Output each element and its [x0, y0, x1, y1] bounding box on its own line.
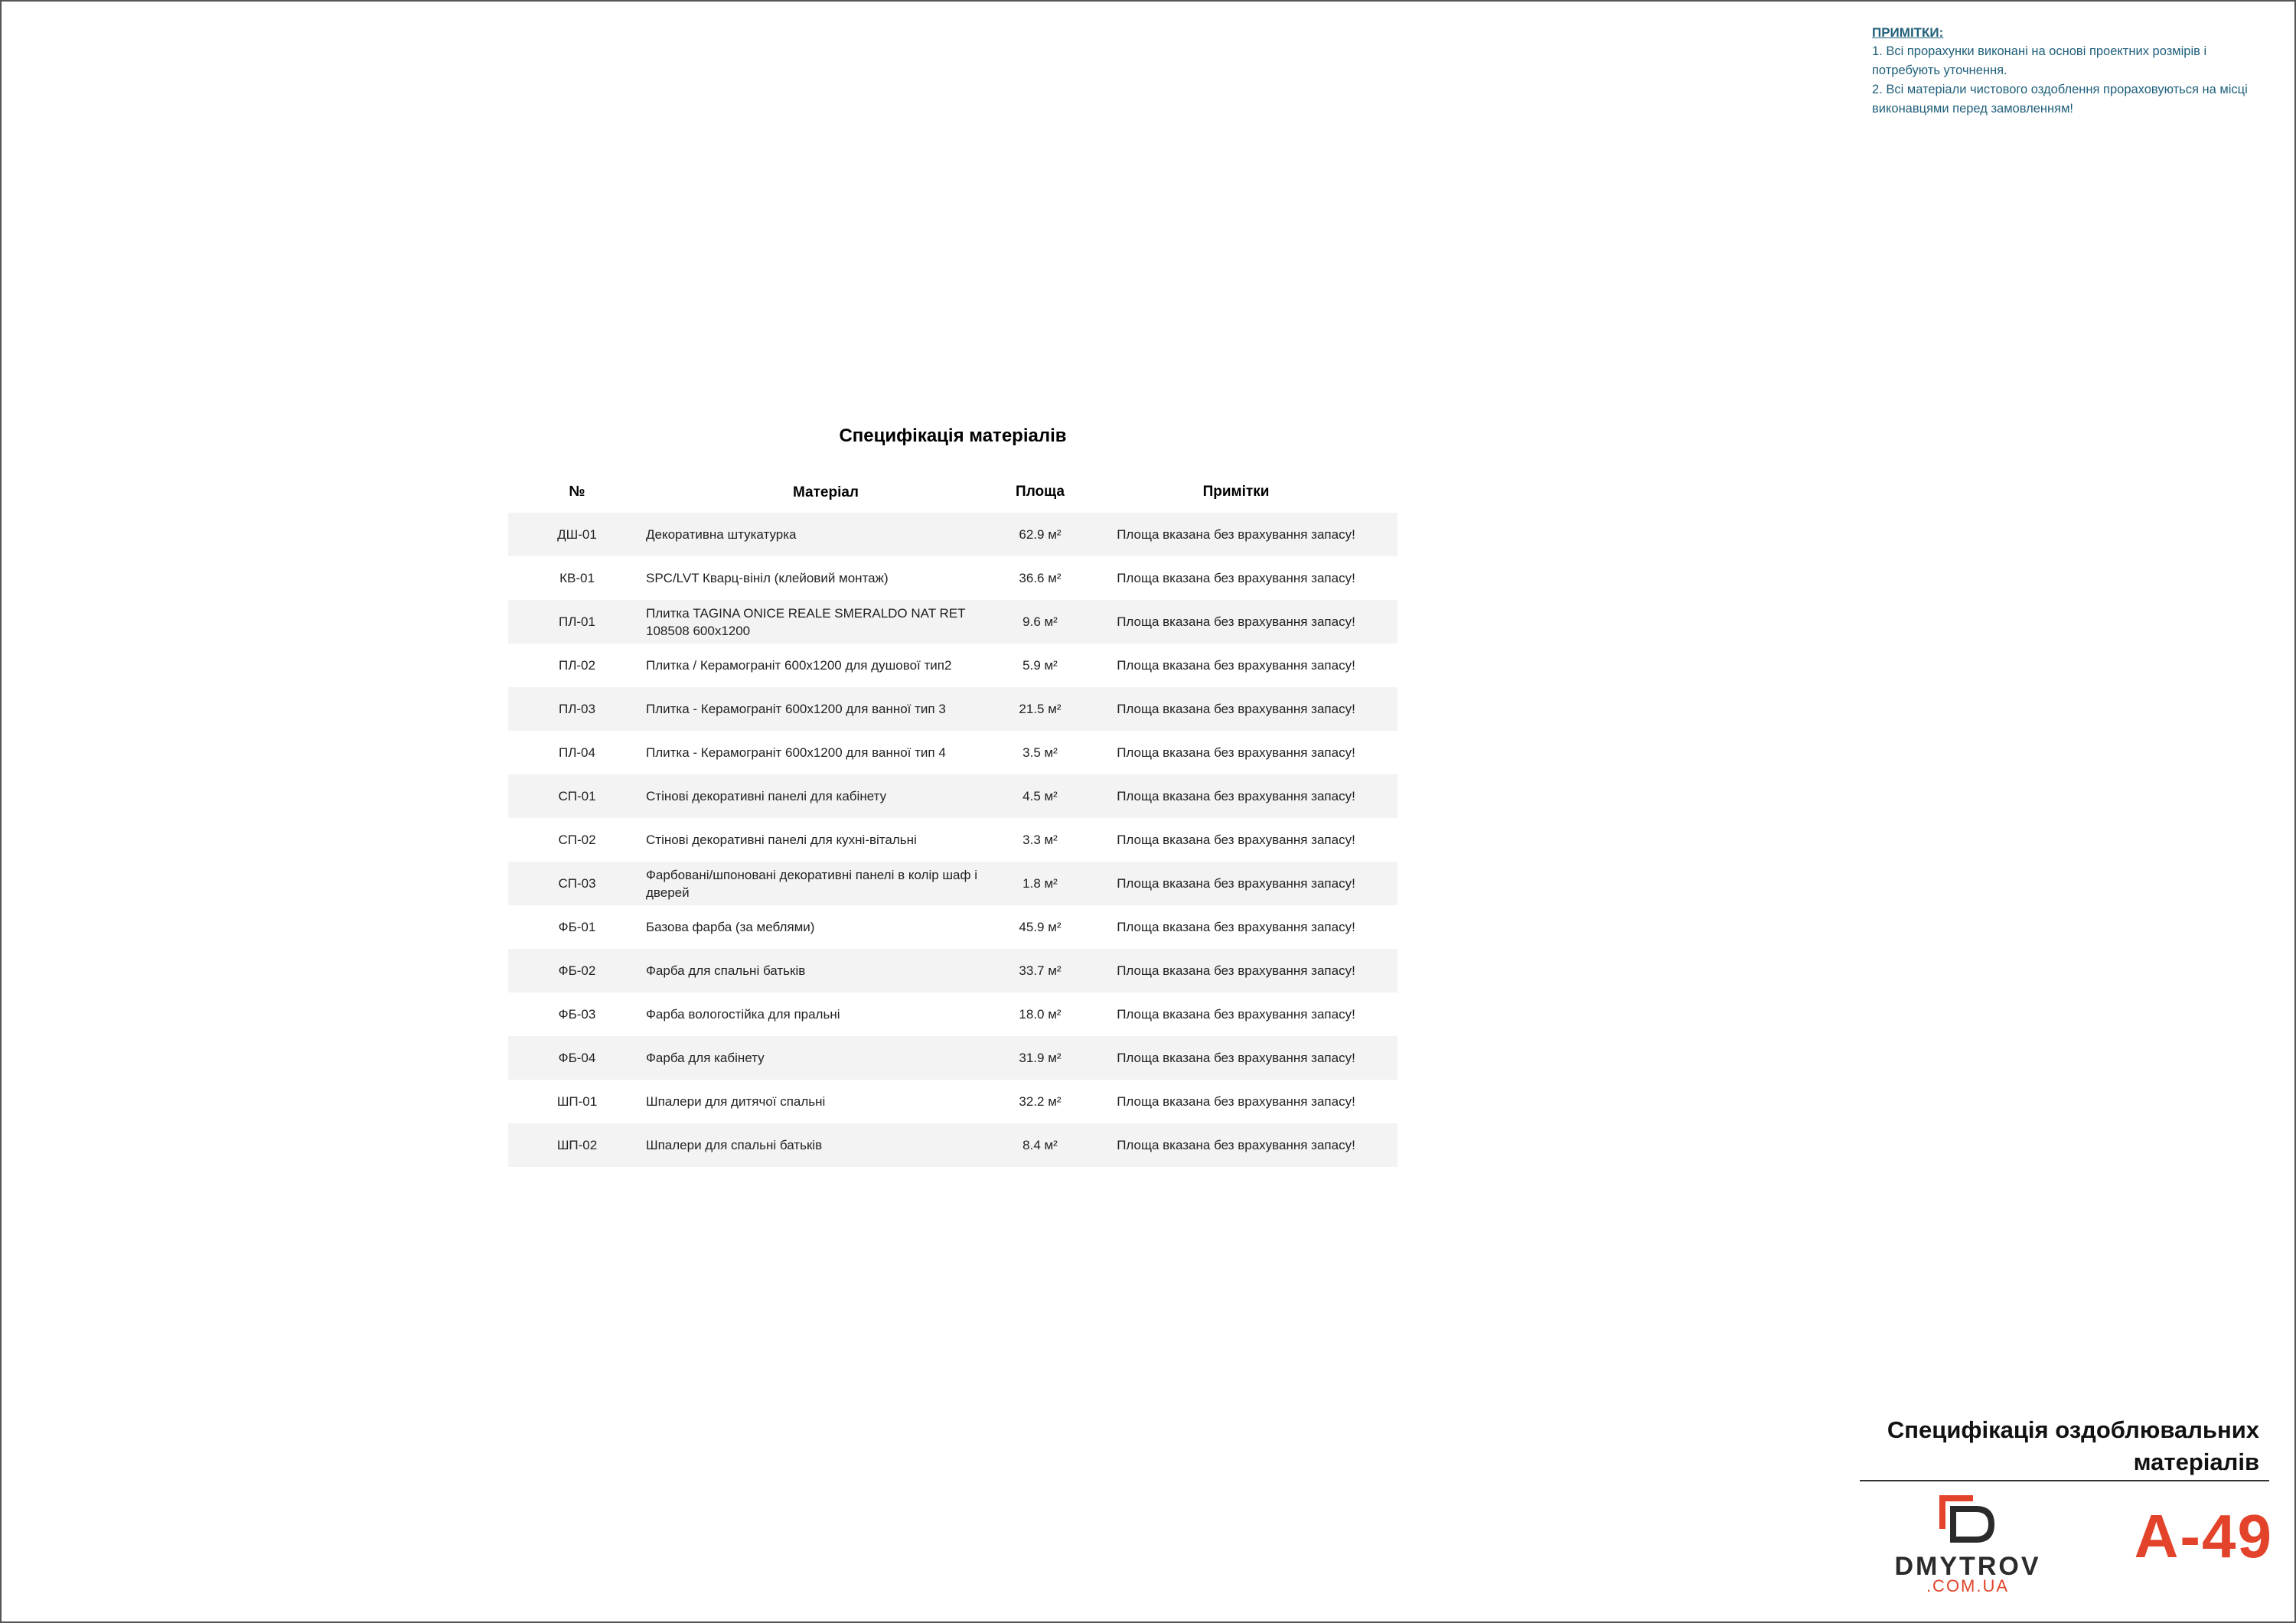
cell-area: 1.8 м² [1022, 875, 1058, 891]
cell-material: Плитка / Керамограніт 600x1200 для душової тип2 [646, 658, 952, 673]
cell-material: Шпалери для спальні батьків [646, 1138, 823, 1152]
cell-material: Фарба для спальні батьків [646, 963, 806, 978]
cell-code: ПЛ-04 [559, 745, 595, 760]
cell-code: СП-03 [558, 875, 596, 891]
table-row [508, 600, 1397, 644]
cell-code: ФБ-03 [558, 1006, 596, 1022]
header-note: Примітки [1202, 484, 1270, 500]
table-row [508, 1123, 1397, 1167]
table-row [508, 774, 1397, 818]
table-row [508, 513, 1397, 556]
table-row [508, 949, 1397, 992]
cell-material: Фарбовані/шпоновані декоративні панелі в колір шаф і дверей [646, 867, 978, 900]
cell-note: Площа вказана без врахування запасу! [1117, 570, 1355, 585]
notes-line-1: 1. Всі прорахунки виконані на основі проектних розмірів і потребують уточнення. [1872, 44, 2207, 77]
cell-note: Площа вказана без врахування запасу! [1117, 701, 1355, 716]
table-row [508, 687, 1397, 731]
cell-area: 3.5 м² [1022, 745, 1058, 760]
cell-note: Площа вказана без врахування запасу! [1117, 875, 1355, 891]
cell-code: КВ-01 [559, 570, 595, 585]
cell-code: СП-02 [558, 832, 596, 847]
cell-material: Плитка - Керамограніт 600x1200 для ванної тип 4 [646, 745, 946, 760]
cell-note: Площа вказана без врахування запасу! [1117, 614, 1355, 629]
notes-title: ПРИМІТКИ: [1872, 25, 1944, 40]
cell-material: Стінові декоративні панелі для кухні-вітальні [646, 833, 917, 847]
cell-code: ФБ-04 [558, 1050, 596, 1065]
cell-area: 33.7 м² [1019, 963, 1062, 978]
table-row [508, 905, 1397, 949]
cell-code: ШП-01 [556, 1093, 598, 1109]
cell-area: 21.5 м² [1019, 701, 1062, 716]
table-row [508, 992, 1397, 1036]
cell-material: Фарба для кабінету [646, 1051, 765, 1065]
logo-domain: .COM.UA [1926, 1576, 2010, 1595]
cell-material: Декоративна штукатурка [646, 527, 797, 542]
cell-area: 3.3 м² [1022, 832, 1058, 847]
cell-material: Шпалери для дитячої спальні [646, 1094, 826, 1109]
cell-area: 9.6 м² [1022, 614, 1058, 629]
cell-area: 5.9 м² [1022, 657, 1058, 673]
table-row [508, 556, 1397, 600]
cell-area: 36.6 м² [1019, 570, 1062, 585]
cell-area: 32.2 м² [1019, 1093, 1062, 1109]
spec-table-title: Специфікація матеріалів [839, 425, 1067, 446]
table-row [508, 644, 1397, 687]
cell-note: Площа вказана без врахування запасу! [1117, 1006, 1355, 1022]
cell-material: Фарба вологостійка для пральні [646, 1007, 840, 1022]
cell-code: ПЛ-02 [559, 657, 595, 673]
cell-area: 18.0 м² [1019, 1006, 1062, 1022]
cell-material: Плитка - Керамограніт 600x1200 для ванної тип 3 [646, 702, 946, 716]
header-code: № [569, 484, 585, 500]
logo-wordmark: DMYTROV [1894, 1552, 2041, 1581]
title-divider [1860, 1480, 2269, 1481]
table-row [508, 818, 1397, 862]
cell-material: Базова фарба (за меблями) [646, 920, 815, 934]
header-area: Площа [1016, 484, 1065, 500]
cell-material: Плитка TAGINA ONICE REALE SMERALDO NAT RET 108508 600x1200 [646, 605, 966, 638]
cell-code: ДШ-01 [557, 526, 597, 542]
cell-note: Площа вказана без врахування запасу! [1117, 1093, 1355, 1109]
cell-area: 4.5 м² [1022, 788, 1058, 803]
cell-code: ФБ-01 [558, 919, 596, 934]
cell-note: Площа вказана без врахування запасу! [1117, 919, 1355, 934]
cell-code: ПЛ-03 [559, 701, 595, 716]
table-row [508, 731, 1397, 774]
cell-material: SPC/LVT Кварц-вініл (клейовий монтаж) [646, 571, 889, 585]
cell-area: 62.9 м² [1019, 526, 1062, 542]
cell-note: Площа вказана без врахування запасу! [1117, 657, 1355, 673]
cell-note: Площа вказана без врахування запасу! [1117, 745, 1355, 760]
cell-material: Стінові декоративні панелі для кабінету [646, 789, 887, 803]
cell-area: 45.9 м² [1019, 919, 1062, 934]
table-header-row [508, 471, 1397, 513]
spec-table [508, 471, 1397, 1167]
cell-note: Площа вказана без врахування запасу! [1117, 832, 1355, 847]
cell-note: Площа вказана без врахування запасу! [1117, 1050, 1355, 1065]
cell-note: Площа вказана без врахування запасу! [1117, 963, 1355, 978]
cell-note: Площа вказана без врахування запасу! [1117, 1137, 1355, 1152]
header-material: Матеріал [792, 484, 859, 500]
table-row [508, 1036, 1397, 1080]
cell-code: ПЛ-01 [559, 614, 595, 629]
cell-code: СП-01 [558, 788, 596, 803]
sheet-title: Специфікація оздоблювальних матеріалів [1887, 1416, 2259, 1475]
cell-code: ШП-02 [556, 1137, 598, 1152]
cell-area: 31.9 м² [1019, 1050, 1062, 1065]
cell-note: Площа вказана без врахування запасу! [1117, 526, 1355, 542]
table-row [508, 862, 1397, 905]
cell-area: 8.4 м² [1022, 1137, 1058, 1152]
notes-line-2: 2. Всі матеріали чистового оздоблення прораховуються на місці виконавцями перед замовленням! [1872, 83, 2248, 116]
cell-code: ФБ-02 [558, 963, 596, 978]
notes-block [1872, 23, 2270, 119]
table-row [508, 1080, 1397, 1123]
cell-note: Площа вказана без врахування запасу! [1117, 788, 1355, 803]
sheet-number: A-49 [2134, 1502, 2273, 1570]
